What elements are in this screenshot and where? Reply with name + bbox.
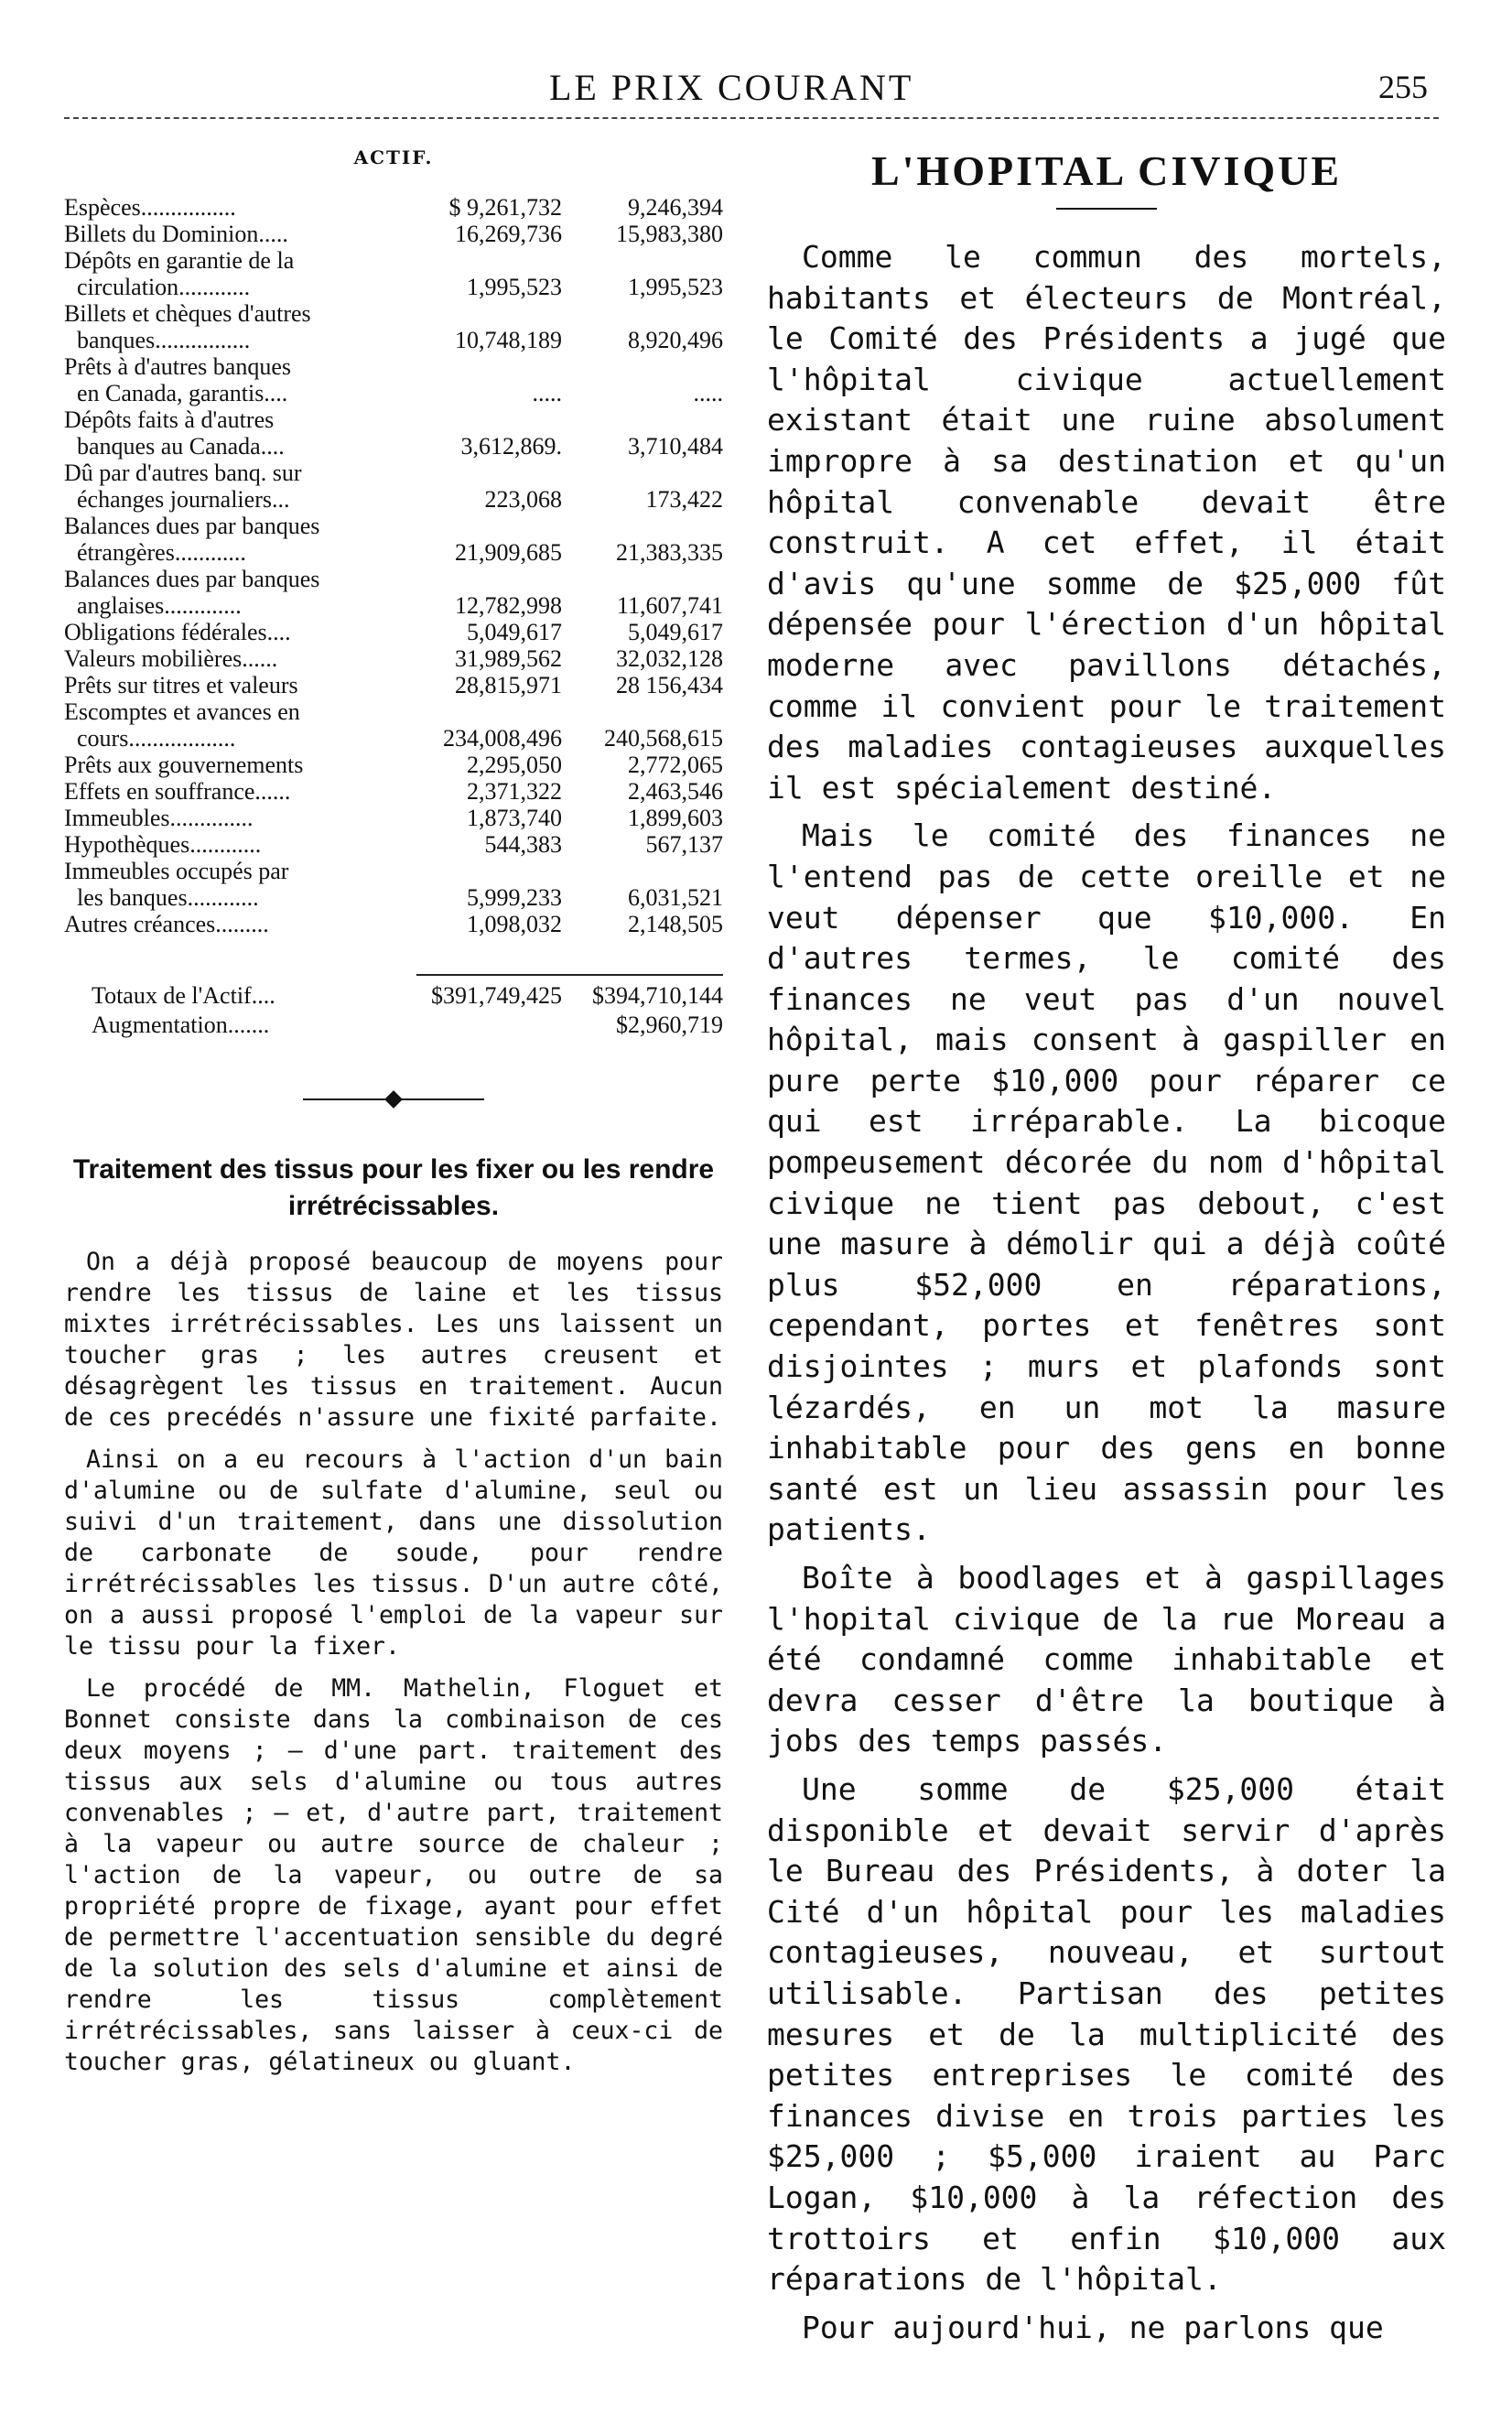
actif-row [64, 778, 723, 805]
actif-row-value-1: 2,371,322 [467, 778, 562, 805]
actif-row-label: Billets du Dominion..... [64, 221, 288, 247]
actif-row-value-2: 567,137 [645, 831, 723, 858]
title-rule [1056, 208, 1157, 210]
actif-row-value-1: 1,995,523 [467, 274, 562, 300]
actif-row-value-1: 234,008,496 [443, 725, 562, 752]
left-article-body [64, 1247, 723, 2078]
actif-row-label: Prêts à d'autres banques en Canada, garantis.... [64, 353, 292, 406]
page-number: 255 [1378, 69, 1428, 105]
actif-row-value-1: 10,748,189 [455, 327, 562, 353]
running-title: LE PRIX COURANT [549, 67, 914, 108]
actif-row-label: Dû par d'autres banq. sur échanges journaliers... [64, 460, 302, 513]
actif-row-value-2: ..... [693, 380, 723, 406]
totals-value-2: $394,710,144 [592, 982, 723, 1009]
actif-row-value-1: 28,815,971 [455, 672, 562, 698]
actif-row [64, 698, 723, 752]
section-ornament [64, 1093, 723, 1106]
actif-row [64, 300, 723, 353]
actif-row-label: Autres créances......... [64, 911, 269, 937]
actif-row-value-1: ..... [532, 380, 562, 406]
actif-row-value-2: 9,246,394 [628, 194, 723, 221]
actif-row [64, 752, 723, 778]
actif-row-value-1: 1,873,740 [467, 805, 562, 831]
totals-row [64, 981, 723, 1011]
actif-row [64, 460, 723, 513]
actif-row-label: Immeubles occupés par les banques............ [64, 858, 289, 911]
actif-row-label: Billets et chèques d'autres banques................ [64, 300, 311, 353]
actif-row [64, 911, 723, 937]
actif-row-label: Immeubles.............. [64, 805, 254, 831]
actif-row-value-2: 1,995,523 [628, 274, 723, 300]
actif-row-value-1: 1,098,032 [467, 911, 562, 937]
actif-row-value-2: 8,920,496 [628, 327, 723, 353]
paragraph: Mais le comité des finances ne l'entend pas de cette oreille et ne veut dépenser que $10,000. En d'autres termes, le comité des finances ne veut pas d'un nouvel hôpital, mais consent à gaspiller en pure perte $10,000 pour réparer ce qui est irréparable. La bicoque pompeusement décorée du nom d'hôpital civique ne tient pas debout, c'est une masure à démolir qui a déjà coûté plus $52,000 en réparations, cependant, portes et fenêtres sont disjointes ; murs et plafonds sont lézardés, en un mot la masure inhabitable pour des gens en bonne santé est un lieu assassin pour les patients. [767, 817, 1446, 1548]
header-rule [64, 117, 1439, 119]
actif-row-label: Dépôts en garantie de la circulation............ [64, 247, 295, 300]
actif-row [64, 247, 723, 300]
augmentation-value: $2,960,719 [616, 1012, 723, 1038]
actif-row-label: Valeurs mobilières...... [64, 645, 278, 672]
actif-row [64, 221, 723, 247]
actif-row-value-2: 173,422 [645, 486, 723, 513]
paragraph: Pour aujourd'hui, ne parlons que [802, 2309, 1384, 2345]
actif-row-value-1: 544,383 [484, 831, 562, 858]
actif-table [64, 194, 723, 937]
left-article-title: Traitement des tissus pour les fixer ou les rendre irrétrécissables. [72, 1154, 715, 1221]
actif-row-value-1: 21,909,685 [455, 539, 562, 566]
paragraph: Comme le commun des mortels, habitants et électeurs de Montréal, le Comité des Présidents a jugé que l'hôpital civique actuellement existant était une ruine absolument impropre à sa destination et qu'un hôpital convenable devait être construit. A cet effet, il était d'avis qu'une somme de $25,000 fût dépensée pour l'érection d'un hôpital moderne avec pavillons détachés, comme il convient pour le traitement des maladies contagieuses auxquelles il est spécialement destiné. [767, 239, 1446, 806]
actif-row-label: Escomptes et avances en cours.................. [64, 698, 300, 752]
actif-row-value-2: 2,148,505 [628, 911, 723, 937]
actif-row [64, 805, 723, 831]
actif-row-value-1: 223,068 [484, 486, 562, 513]
actif-row-value-2: 32,032,128 [616, 645, 723, 672]
actif-row-value-1: 12,782,998 [455, 592, 562, 619]
actif-row [64, 353, 723, 406]
actif-row-value-2: 2,463,546 [628, 778, 723, 805]
right-article-title: L'HOPITAL CIVIQUE [870, 147, 1343, 194]
actif-row-value-2: 2,772,065 [628, 752, 723, 778]
actif-row-value-2: 28 156,434 [616, 672, 723, 698]
actif-row-value-2: 3,710,484 [628, 433, 723, 460]
actif-row-value-1: 31,989,562 [455, 645, 562, 672]
actif-row-label: Effets en souffrance...... [64, 778, 291, 805]
actif-row-value-1: 2,295,050 [467, 752, 562, 778]
actif-row-value-1: $ 9,261,732 [448, 194, 562, 221]
actif-row-label: Dépôts faits à d'autres banques au Canada.... [64, 406, 285, 460]
page-header [0, 57, 1512, 112]
actif-row-value-1: 16,269,736 [455, 221, 562, 247]
actif-row-label: Obligations fédérales.... [64, 619, 291, 645]
actif-row-value-2: 15,983,380 [616, 221, 723, 247]
paragraph: On a déjà proposé beaucoup de moyens pour rendre les tissus de laine et les tissus mixtes irrétrécissables. Les uns laissent un toucher gras ; les autres creusent et désagrègent les tissus en traitement. Aucun de ces precédés n'assure une fixité parfaite. [64, 1248, 723, 1432]
actif-row-value-2: 11,607,741 [616, 592, 723, 619]
actif-row [64, 858, 723, 911]
actif-row [64, 645, 723, 672]
paragraph: Ainsi on a eu recours à l'action d'un bain d'alumine ou de sulfate d'alumine, seul ou suivi d'un traitement, dans une dissolution de carbonate de soude, pour rendre irrétrécissables les tissus. D'un autre côté, on a aussi proposé l'emploi de la vapeur sur le tissu pour la fixer. [64, 1445, 723, 1661]
actif-row [64, 194, 723, 221]
totals-block [64, 974, 723, 1040]
augmentation-row [64, 1011, 723, 1040]
actif-row [64, 566, 723, 619]
actif-row-label: Hypothèques............ [64, 831, 262, 858]
actif-row-value-1: 5,999,233 [467, 884, 562, 911]
paragraph: Le procédé de MM. Mathelin, Floguet et Bonnet consiste dans la combinaison de ces deux moyens ; — d'une part. traitement des tissus aux sels d'alumine ou tous autres convenables ; — et, d'autre part, traitement à la vapeur ou autre source de chaleur ; l'action de la vapeur, ou outre de sa propriété propre de fixage, ayant pour effet de permettre l'accentuation sensible du degré de la solution des sels d'alumine et ainsi de rendre les tissus complètement irrétrécissables, sans laisser à ceux-ci de toucher gras, gélatineux ou gluant. [64, 1674, 723, 2076]
augmentation-label: Augmentation....... [92, 1012, 270, 1038]
actif-row-label: Balances dues par banques étrangères............ [64, 513, 320, 566]
actif-row [64, 619, 723, 645]
right-column [767, 146, 1446, 2355]
totals-rule [416, 974, 723, 981]
left-column [64, 146, 723, 2089]
right-article-body [767, 237, 1446, 2348]
actif-row-value-2: 6,031,521 [628, 884, 723, 911]
actif-row [64, 831, 723, 858]
actif-row-value-2: 240,568,615 [604, 725, 723, 752]
actif-row-label: Espèces................ [64, 194, 236, 221]
actif-row-label: Prêts aux gouvernements [64, 752, 304, 778]
totals-label: Totaux de l'Actif.... [92, 982, 275, 1009]
actif-row-label: Prêts sur titres et valeurs [64, 672, 298, 698]
actif-heading: ACTIF. [353, 146, 434, 168]
diamond-ornament-icon [384, 1090, 403, 1109]
actif-row [64, 672, 723, 698]
actif-row [64, 406, 723, 460]
paragraph: Boîte à boodlages et à gaspillages l'hopital civique de la rue Moreau a été condamné comme inhabitable et devra cesser d'être la boutique à jobs des temps passés. [767, 1560, 1446, 1759]
actif-row-value-1: 5,049,617 [467, 619, 562, 645]
actif-row-value-2: 1,899,603 [628, 805, 723, 831]
actif-row-value-1: 3,612,869. [460, 433, 562, 460]
totals-value-1: $391,749,425 [431, 982, 562, 1009]
actif-row-label: Balances dues par banques anglaises............. [64, 566, 320, 619]
actif-row-value-2: 5,049,617 [628, 619, 723, 645]
paragraph: Une somme de $25,000 était disponible et devait servir d'après le Bureau des Présidents, à doter la Cité d'un hôpital pour les maladies contagieuses, nouveau, et surtout utilisable. Partisan des petites mesures et de la multiplicité des petites entreprises le comité des finances divise en trois parties les $25,000 ; $5,000 iraient au Parc Logan, $10,000 à la réfection des trottoirs et enfin $10,000 aux réparations de l'hôpital. [767, 1770, 1446, 2298]
actif-row-value-2: 21,383,335 [616, 539, 723, 566]
actif-row [64, 513, 723, 566]
